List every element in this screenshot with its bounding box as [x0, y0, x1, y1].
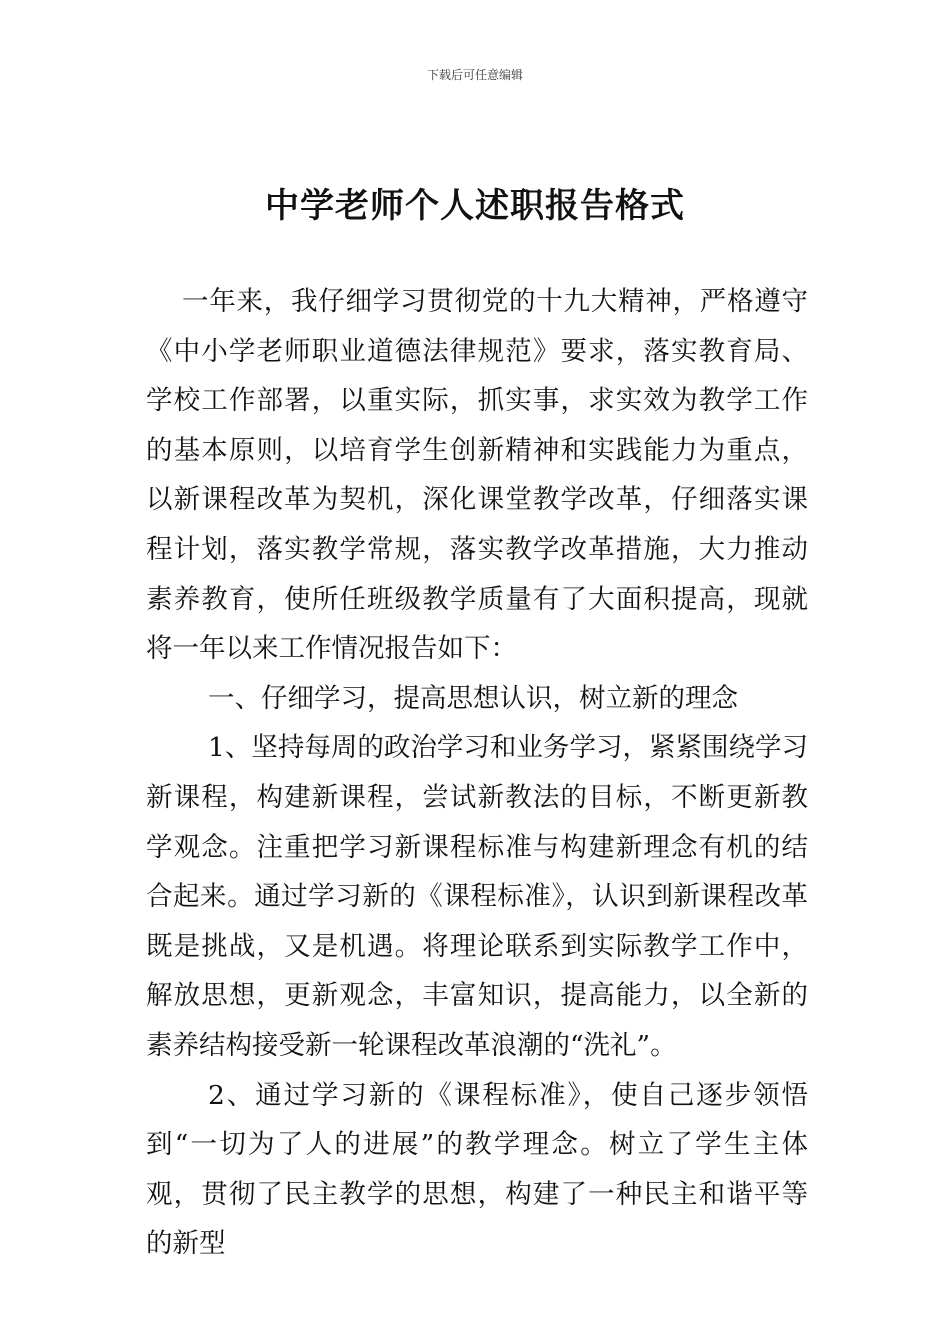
- document-body: [146, 277, 808, 1269]
- list-item-paragraph: 2、通过学习新的《课程标准》，使自己逐步领悟到“一切为了人的进展”的教学理念。树立了学生主体观，贯彻了民主教学的思想，构建了一种民主和谐平等的新型: [146, 1079, 808, 1260]
- document-title: 中学老师个人述职报告格式: [265, 186, 685, 226]
- intro-paragraph: 一年来，我仔细学习贯彻党的十九大精神，严格遵守《中小学老师职业道德法律规范》要求，落实教育局、学校工作部署，以重实际，抓实事，求实效为教学工作的基本原则，以培育学生创新精神和实践能力为重点，以新课程改革为契机，深化课堂教学改革，仔细落实课程计划，落实教学常规，落实教学改革措施，大力推动素养教育，使所任班级教学质量有了大面积提高，现就将一年以来工作情况报告如下：: [146, 286, 808, 665]
- header-note: 下载后可任意编辑: [426, 68, 523, 82]
- section-heading: 一、仔细学习，提高思想认识，树立新的理念: [208, 682, 738, 714]
- list-item-paragraph: 1、坚持每周的政治学习和业务学习，紧紧围绕学习新课程，构建新课程，尝试新教法的目标，不断更新教学观念。注重把学习新课程标准与构建新理念有机的结合起来。通过学习新的《课程标准》，认识到新课程改革既是挑战，又是机遇。将理论联系到实际教学工作中，解放思想，更新观念，丰富知识，提高能力，以全新的素养结构接受新一轮课程改革浪潮的“洗礼”。: [146, 732, 808, 1061]
